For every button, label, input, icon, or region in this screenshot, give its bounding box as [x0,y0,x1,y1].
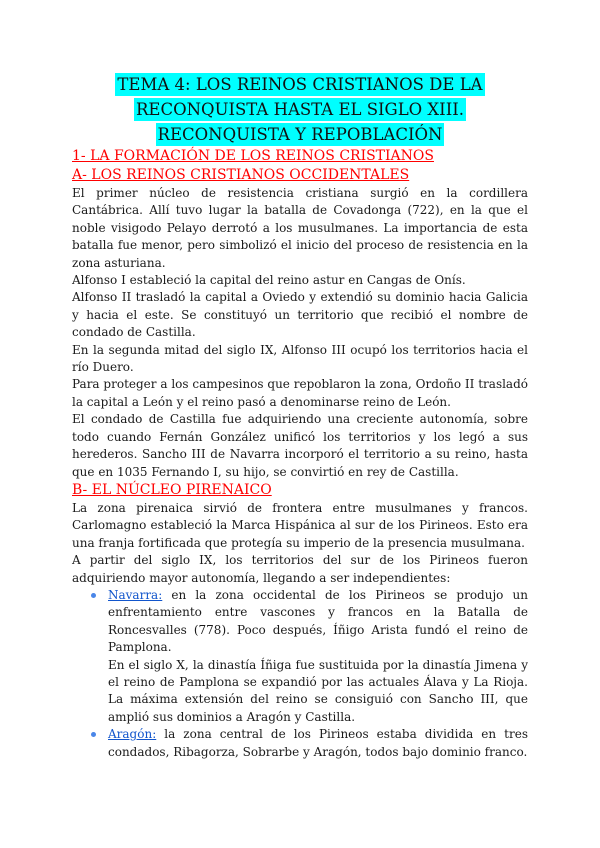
bullet-icon [91,593,96,598]
paragraph: A partir del siglo IX, los territorios del sur de los Pirineos fueron adquiriendo mayor autonomía, llegando a ser independientes: [72,553,528,585]
paragraph: El primer núcleo de resistencia cristiana surgió en la cordillera Cantábrica. Allí tuvo lugar la batalla de Covadonga (722), en la que el noble visigodo Pelayo derrotó a los musulmanes. La importancia de esta batalla fue menor, pero simbolizó el inicio del proceso de resistencia en la zona asturiana. [72,186,528,270]
paragraph: El condado de Castilla fue adquiriendo una creciente autonomía, sobre todo cuando Fernán González unificó los territorios y los legó a sus herederos. Sancho III de Navarra incorporó el territorio a su reino, hasta que en 1035 Fernando I, su hijo, se convirtió en rey de Castilla. [72,412,528,479]
navarra-text: en la zona occidental de los Pirineos se produjo un enfrentamiento entre vascones y francos en la Batalla de Roncesvalles (778). Poco después, Íñigo Arista fundó el reino de Pamplona. [108,587,528,655]
paragraph: Alfonso II trasladó la capital a Oviedo y extendió su dominio hacia Galicia y hacia el este. Se constituyó un territorio que recibió el nombre de condado de Castilla. [72,290,528,340]
subsection-a-heading: A- LOS REINOS CRISTIANOS OCCIDENTALES [72,167,410,183]
section-1-heading: 1- LA FORMACIÓN DE LOS REINOS CRISTIANOS [72,148,434,164]
navarra-extra-text: En el siglo X, la dinastía Íñiga fue sustituida por la dinastía Jimena y el reino de Pamplona se expandió por las actuales Álava y La Rioja. La máxima extensión del reino se consiguió con Sancho III, que amplió sus dominios a Aragón y Castilla. [108,657,528,724]
title-line-3: RECONQUISTA Y REPOBLACIÓN [157,125,443,144]
list-item-text [108,726,528,761]
paragraph: En la segunda mitad del siglo IX, Alfonso III ocupó los territorios hacia el río Duero. [72,342,528,375]
paragraph: Para proteger a los campesinos que repoblaron la zona, Ordoño II trasladó la capital a León y el reino pasó a denominarse reino de León. [72,377,528,409]
aragon-link[interactable]: Aragón: [108,727,157,742]
title-line-2: RECONQUISTA HASTA EL SIGLO XIII. [136,100,464,119]
navarra-link[interactable]: Navarra: [108,587,163,602]
aragon-text: la zona central de los Pirineos estaba dividida en tres condados, Ribagorza, Sobrarbe y Aragón, todos bajo dominio franco. [108,727,528,759]
document-page [72,72,528,761]
list-item-navarra [72,587,528,726]
title-line-1: TEMA 4: LOS REINOS CRISTIANOS DE LA [117,75,483,94]
list-item-text [108,587,528,657]
paragraph: Alfonso I estableció la capital del reino astur en Cangas de Onís. [72,273,466,288]
subsection-b-heading: B- EL NÚCLEO PIRENAICO [72,481,272,498]
bullet-icon [91,732,96,737]
kingdom-list [72,587,528,761]
paragraph: La zona pirenaica sirvió de frontera entre musulmanes y francos. Carlomagno estableció la Marca Hispánica al sur de los Pirineos. Esto era una franja fortificada que protegía su imperio de la presencia musulmana. [72,500,528,550]
list-item-aragon [72,726,528,761]
page-title [72,72,528,147]
